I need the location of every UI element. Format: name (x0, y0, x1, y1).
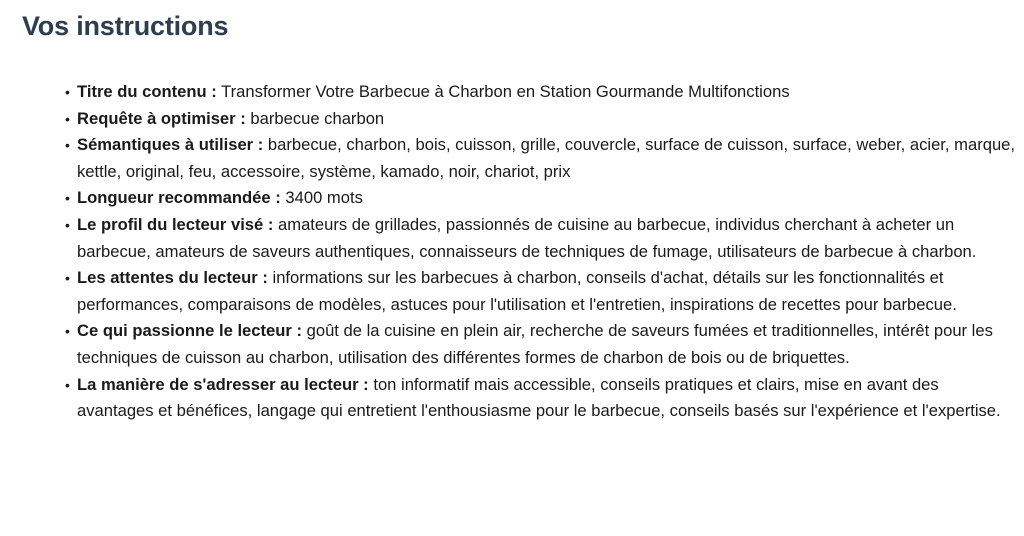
item-value: ton informatif mais accessible, conseils pratiques et clairs, mise en avant des avantages et bénéfices, langage qui entretient l'enthousiasme pour le barbecue, conseils basés sur l'expérience et l'expertise. (77, 374, 1001, 421)
item-value: 3400 mots (285, 188, 363, 208)
page-title: Vos instructions (22, 11, 229, 41)
list-item-tone (77, 372, 1017, 425)
item-label: Sémantiques à utiliser : (77, 135, 264, 155)
list-item-reader-profile (77, 212, 1017, 265)
list-item-length (77, 185, 1017, 212)
item-label: Le profil du lecteur visé : (77, 214, 274, 234)
item-value: amateurs de grillades, passionnés de cuisine au barbecue, individus cherchant à acheter un barbecue, amateurs de saveurs authentiques, connaisseurs de techniques de fumage, utilisateurs de barbecue à charbon. (77, 214, 977, 261)
list-item-semantics (77, 132, 1017, 185)
item-value: barbecue charbon (250, 108, 385, 128)
item-label: Les attentes du lecteur : (77, 268, 268, 288)
item-label: La manière de s'adresser au lecteur : (77, 374, 369, 394)
instruction-list (60, 79, 1017, 425)
list-item-reader-passions (77, 318, 1017, 371)
item-label: Requête à optimiser : (77, 108, 246, 128)
item-value: Transformer Votre Barbecue à Charbon en Station Gourmande Multifonctions (221, 82, 790, 101)
item-label: Titre du contenu : (77, 82, 217, 101)
list-item-query (77, 106, 1017, 133)
item-label: Longueur recommandée : (77, 188, 281, 208)
item-label: Ce qui passionne le lecteur : (77, 321, 302, 341)
list-item-title (77, 79, 1017, 106)
item-value: goût de la cuisine en plein air, recherche de saveurs fumées et traditionnelles, intérêt pour les techniques de cuisson au charbon, utilisation des différentes formes de charbon de bois ou de briquettes. (77, 321, 993, 367)
item-value: barbecue, charbon, bois, cuisson, grille, couvercle, surface de cuisson, surface, weber, acier, marque, kettle, original, feu, accessoire, système, kamado, noir, chariot, prix (77, 135, 1016, 181)
item-value: informations sur les barbecues à charbon, conseils d'achat, détails sur les fonctionnalités et performances, comparaisons de modèles, astuces pour l'utilisation et l'entretien, inspirations de recettes pour barbecue. (77, 268, 957, 314)
list-item-reader-expectations (77, 265, 1017, 318)
